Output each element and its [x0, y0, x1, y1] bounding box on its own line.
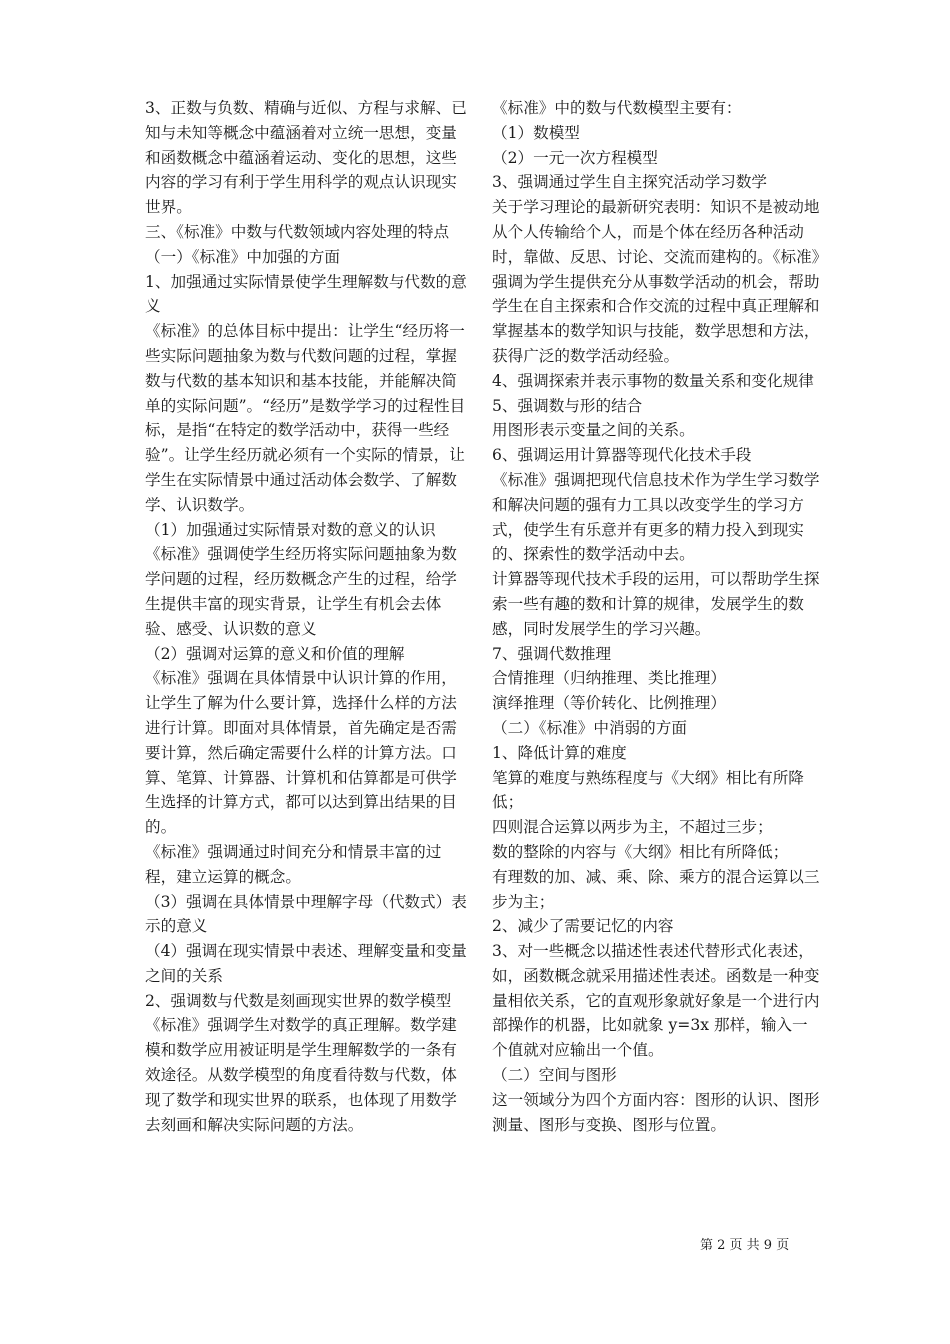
paragraph: 四则混合运算以两步为主，不超过三步；	[492, 818, 773, 837]
page-number-footer: 第 2 页 共 9 页	[700, 1238, 790, 1253]
left-text-column	[145, 96, 470, 1137]
item-heading: （2）强调对运算的意义和价值的理解	[145, 644, 405, 663]
paragraph: 有理数的加、减、乘、除、乘方的混合运算以三步为主；	[492, 867, 820, 911]
paragraph: 《标准》强调在具体情景中认识计算的作用，让学生了解为什么要计算，选择什么样的方法进行计算。即面对具体情景，首先确定是否需要计算，然后确定需要什么样的计算方法。口算、笔算、计算器、计算机和估算都是可供学生选择的计算方式，都可以达到算出结果的目的。	[145, 669, 457, 837]
item-heading: 4、强调探索并表示事物的数量关系和变化规律	[492, 371, 814, 390]
list-item: （2）一元一次方程模型	[492, 148, 658, 167]
list-item: 合情推理（归纳推理、类比推理）	[492, 669, 726, 688]
paragraph: 用图形表示变量之间的关系。	[492, 421, 695, 440]
item-heading: 2、减少了需要记忆的内容	[492, 917, 674, 936]
paragraph: 《标准》强调把现代信息技术作为学生学习数学和解决问题的强有力工具以改变学生的学习方式，使学生有乐意并有更多的精力投入到现实的、探索性的数学活动中去。	[492, 470, 820, 564]
paragraph: 《标准》强调通过时间充分和情景丰富的过程，建立运算的概念。	[145, 842, 442, 886]
paragraph: 数的整除的内容与《大纲》相比有所降低；	[492, 842, 789, 861]
item-heading: 1、降低计算的难度	[492, 743, 627, 762]
subsection-heading: （一）《标准》中加强的方面	[145, 247, 340, 266]
item-heading: 5、强调数与形的结合	[492, 396, 643, 415]
paragraph: 《标准》强调使学生经历将实际问题抽象为数学问题的过程，经历数概念产生的过程，给学生提供丰富的现实背景，让学生有机会去体验、感受、认识数的意义	[145, 545, 457, 638]
item-heading: 3、强调通过学生自主探究活动学习数学	[492, 173, 768, 192]
item-heading: （4）强调在现实情景中表述、理解变量和变量之间的关系	[145, 942, 467, 985]
item-heading: 6、强调运用计算器等现代化技术手段	[492, 446, 752, 465]
section-heading: 三、《标准》中数与代数领域内容处理的特点	[145, 222, 450, 241]
item-heading: 7、强调代数推理	[492, 644, 612, 663]
subsection-heading: （二）空间与图形	[492, 1066, 617, 1085]
paragraph: 3、正数与负数、精确与近似、方程与求解、已知与未知等概念中蕴涵着对立统一思想，变量和函数概念中蕴涵着运动、变化的思想，这些内容的学习有利于学生用科学的观点认识现实世界。	[145, 99, 467, 217]
item-heading: 1、加强通过实际情景使学生理解数与代数的意义	[145, 272, 467, 316]
item-heading: （3）强调在具体情景中理解字母（代数式）表示的意义	[145, 892, 467, 936]
list-item: （1）数模型	[492, 123, 580, 142]
item-heading: 2、强调数与代数是刻画现实世界的数学模型	[145, 991, 452, 1010]
paragraph: 这一领域分为四个方面内容：图形的认识、图形测量、图形与变换、图形与位置。	[492, 1090, 820, 1134]
paragraph: 《标准》强调学生对数学的真正理解。数学建模和数学应用被证明是学生理解数学的一条有效途径。从数学模型的角度看待数与代数，体现了数学和现实世界的联系，也体现了用数学去刻画和解决实际问题的方法。	[145, 1016, 457, 1134]
paragraph: 关于学习理论的最新研究表明：知识不是被动地从个人传输给个人，而是个体在经历各种活动时，靠做、反思、讨论、交流而建构的。《标准》强调为学生提供充分从事数学活动的机会，帮助学生在自主探索和合作交流的过程中真正理解和掌握基本的数学知识与技能，数学思想和方法，获得广泛的数学活动经验。	[492, 198, 820, 365]
list-item: 演绎推理（等价转化、比例推理）	[492, 694, 726, 713]
paragraph: 《标准》中的数与代数模型主要有：	[492, 99, 742, 117]
subsection-heading: （二）《标准》中消弱的方面	[492, 718, 687, 737]
item-heading: （1）加强通过实际情景对数的意义的认识	[145, 520, 436, 539]
paragraph: 《标准》的总体目标中提出：让学生“经历将一些实际问题抽象为数与代数问题的过程，掌握数与代数的基本知识和基本技能，并能解决简单的实际问题”。“经历”是数学学习的过程性目标，是指“在特定的数学活动中，获得一些经验”。让学生经历就必须有一个实际的情景，让学生在实际情景中通过活动体会数学、了解数学、认识数学。	[145, 322, 466, 514]
paragraph: 3、对一些概念以描述性表述代替形式化表述，如，函数概念就采用描述性表述。函数是一种变量相依关系，它的直观形象就好象是一个进行内部操作的机器，比如就象 y=3x 那样，输入一个值就对应输出一个值。	[492, 942, 820, 1060]
right-text-column	[492, 96, 822, 1137]
paragraph: 计算器等现代技术手段的运用，可以帮助学生探索一些有趣的数和计算的规律，发展学生的数感，同时发展学生的学习兴趣。	[492, 570, 820, 638]
paragraph: 笔算的难度与熟练程度与《大纲》相比有所降低；	[492, 768, 804, 812]
